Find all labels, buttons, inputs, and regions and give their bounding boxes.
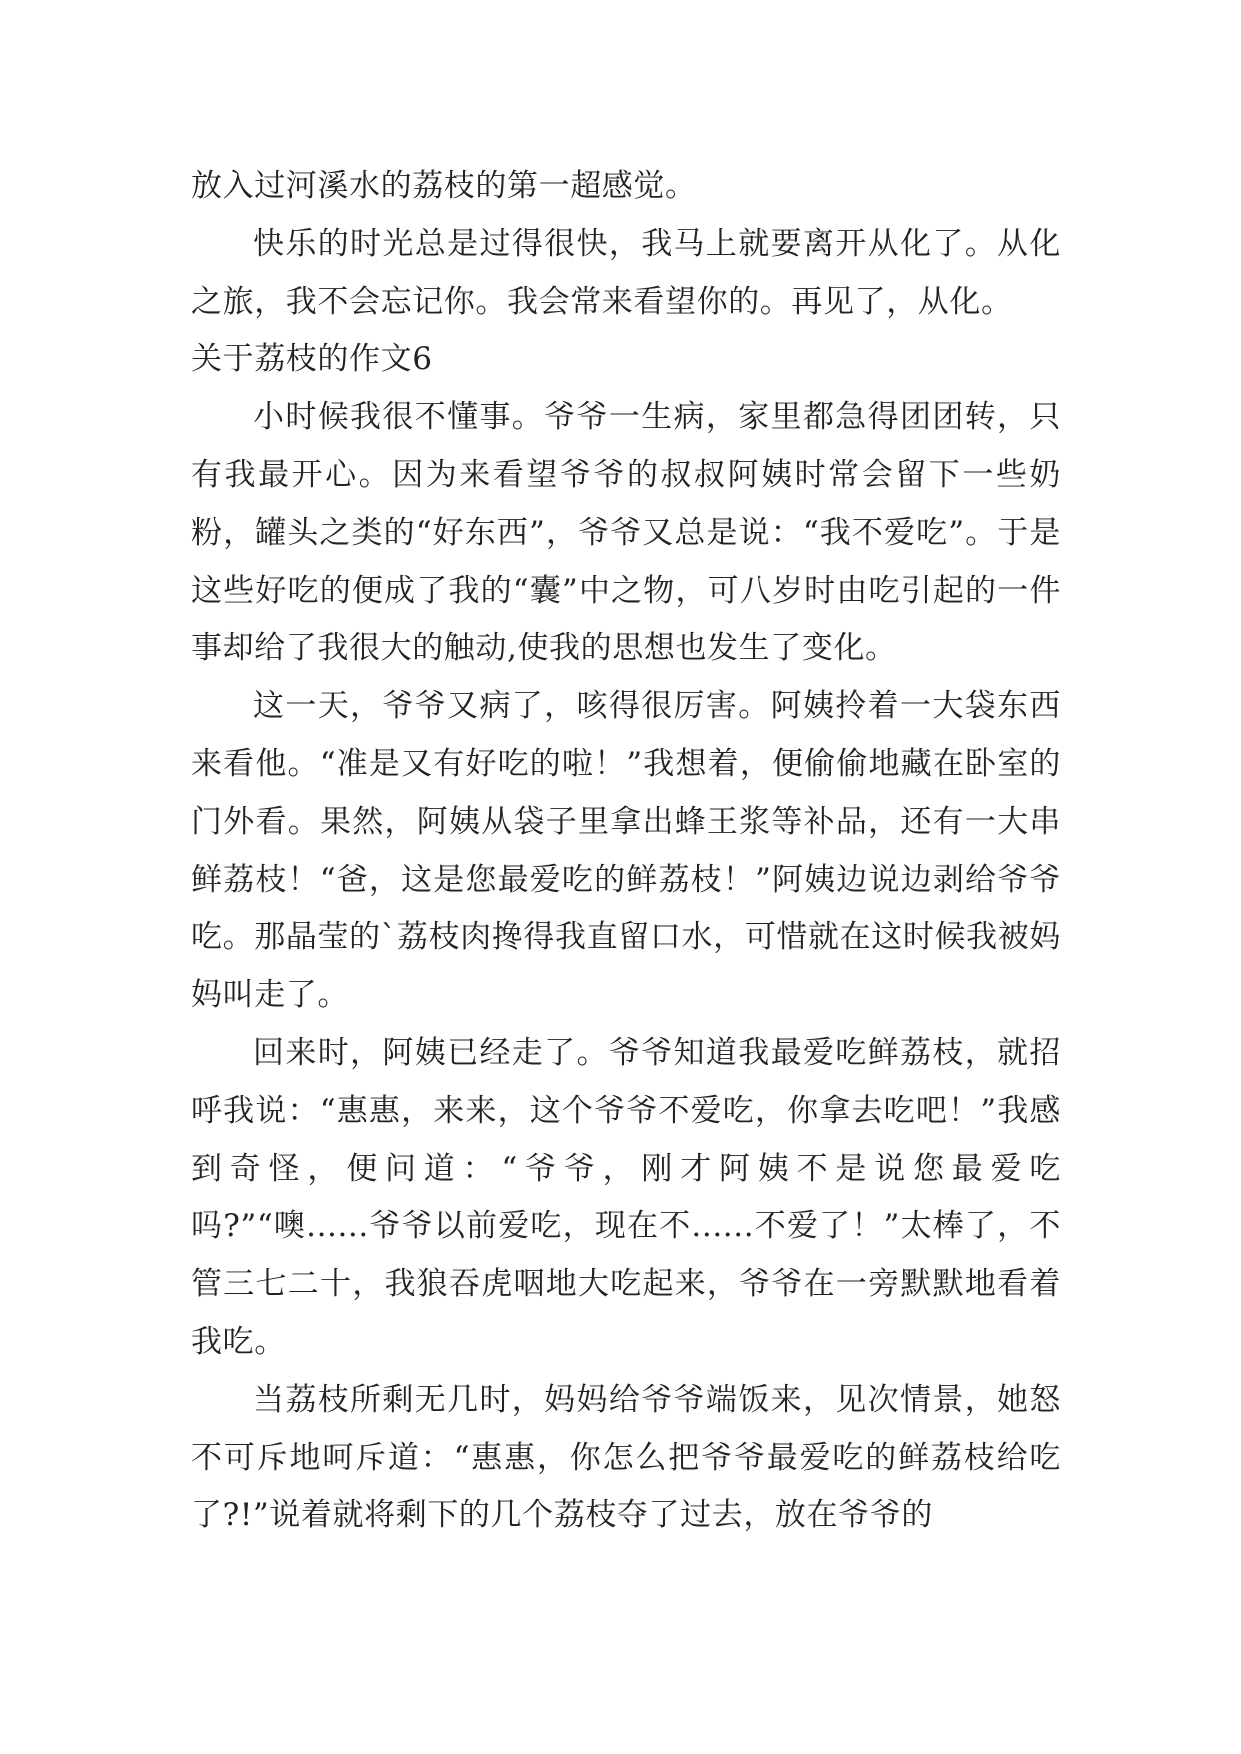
paragraph: 小时候我很不懂事。爷爷一生病，家里都急得团团转，只有我最开心。因为来看望爷爷的叔叔阿姨时常会留下一些奶粉，罐头之类的“好东西”，爷爷又总是说：“我不爱吃”。于是这些好吃的便成了我的“囊”中之物，可八岁时由吃引起的一件事却给了我很大的触动,使我的思想也发生了变化。 [191, 399, 1061, 667]
paragraph: 这一天，爷爷又病了，咳得很厉害。阿姨拎着一大袋东西来看他。“准是又有好吃的啦！”我想着，便偷偷地藏在卧室的门外看。果然，阿姨从袋子里拿出蜂王浆等补品，还有一大串鲜荔枝！“爸，这是您最爱吃的鲜荔枝！”阿姨边说边剥给爷爷吃。那晶莹的`荔枝肉搀得我直留口水，可惜就在这时候我被妈妈叫走了。 [191, 688, 1061, 1014]
paragraph: 回来时，阿姨已经走了。爷爷知道我最爱吃鲜荔枝，就招呼我说：“惠惠，来来，这个爷爷不爱吃，你拿去吃吧！”我感到奇怪，便问道：“爷爷，刚才阿姨不是说您最爱吃吗?”“噢......爷爷以前爱吃，现在不......不爱了！”太棒了，不管三七二十，我狼吞虎咽地大吃起来，爷爷在一旁默默地看着我吃。 [191, 1034, 1061, 1360]
continuation-paragraph: 放入过河溪水的荔枝的第一超感觉。 [191, 168, 697, 204]
paragraph: 快乐的时光总是过得很快，我马上就要离开从化了。从化之旅，我不会忘记你。我会常来看望你的。再见了，从化。 [191, 225, 1061, 320]
paragraph: 当荔枝所剩无几时，妈妈给爷爷端饭来，见次情景，她怒不可斥地呵斥道：“惠惠，你怎么把爷爷最爱吃的鲜荔枝给吃了?!”说着就将剩下的几个荔枝夺了过去，放在爷爷的 [191, 1381, 1061, 1534]
essay-body [191, 158, 1061, 1545]
essay-heading: 关于荔枝的作文6 [191, 341, 433, 378]
